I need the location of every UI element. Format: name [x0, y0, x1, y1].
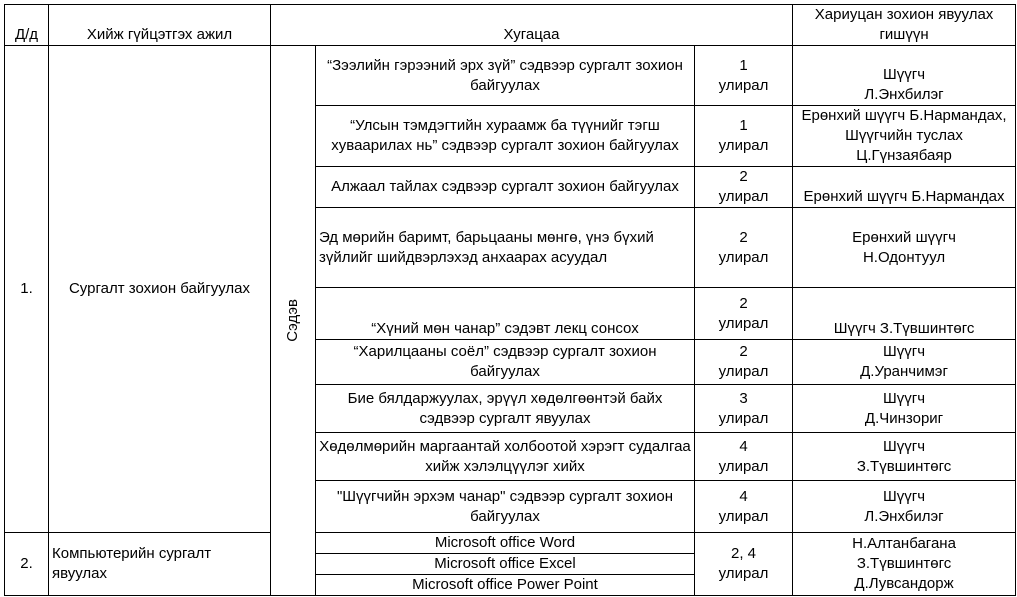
responsible-cell: Шүүгч З.Түвшинтөгс	[793, 433, 1016, 481]
topic-label-cell	[271, 46, 316, 596]
header-period: Хугацаа	[271, 5, 793, 46]
responsible-cell: Шүүгч Л.Энхбилэг	[793, 46, 1016, 106]
topic-label: Сэдэв	[284, 299, 301, 342]
topic-cell: Microsoft office Word	[316, 533, 695, 554]
term-cell: 2 улирал	[695, 167, 793, 208]
responsible-cell: Шүүгч З.Түвшинтөгс	[793, 288, 1016, 340]
table-row	[5, 533, 1016, 554]
term-cell: 1 улирал	[695, 46, 793, 106]
responsible-cell: Ерөнхий шүүгч Н.Одонтуул	[793, 208, 1016, 288]
row-number: 2.	[5, 533, 49, 596]
table-row	[5, 46, 1016, 106]
responsible-cell: Ерөнхий шүүгч Б.Нармандах, Шүүгчийн туслах Ц.Гүнзаябаяр	[793, 106, 1016, 167]
term-cell: 4 улирал	[695, 433, 793, 481]
topic-cell: Microsoft office Excel	[316, 554, 695, 575]
term-cell: 2 улирал	[695, 208, 793, 288]
header-task: Хийж гүйцэтгэх ажил	[49, 5, 271, 46]
topic-cell: “Харилцааны соёл” сэдвээр сургалт зохион байгуулах	[316, 340, 695, 385]
responsible-cell: Шүүгч Л.Энхбилэг	[793, 481, 1016, 533]
topic-cell: Бие бялдаржуулах, эрүүл хөдөлгөөнтэй байх сэдвээр сургалт явуулах	[316, 385, 695, 433]
topic-cell: "Шүүгчийн эрхэм чанар" сэдвээр сургалт зохион байгуулах	[316, 481, 695, 533]
topic-cell: Алжаал тайлах сэдвээр сургалт зохион байгуулах	[316, 167, 695, 208]
term-cell: 2 улирал	[695, 340, 793, 385]
term-cell: 2 улирал	[695, 288, 793, 340]
header-row	[5, 5, 1016, 46]
term-cell: 2, 4 улирал	[695, 533, 793, 596]
topic-cell: “Хүний мөн чанар” сэдэвт лекц сонсох	[316, 288, 695, 340]
task-name: Сургалт зохион байгуулах	[49, 46, 271, 533]
header-responsible: Хариуцан зохион явуулах гишүүн	[793, 5, 1016, 46]
work-plan-table	[4, 4, 1016, 596]
term-cell: 3 улирал	[695, 385, 793, 433]
row-number: 1.	[5, 46, 49, 533]
term-cell: 4 улирал	[695, 481, 793, 533]
header-num: Д/д	[5, 5, 49, 46]
topic-cell: “Зээлийн гэрээний эрх зүй” сэдвээр сургалт зохион байгуулах	[316, 46, 695, 106]
term-cell: 1 улирал	[695, 106, 793, 167]
responsible-cell: Шүүгч Д.Чинзориг	[793, 385, 1016, 433]
responsible-cell: Ерөнхий шүүгч Б.Нармандах	[793, 167, 1016, 208]
responsible-cell: Шүүгч Д.Уранчимэг	[793, 340, 1016, 385]
responsible-cell: Н.Алтанбагана З.Түвшинтөгс Д.Лувсандорж	[793, 533, 1016, 596]
topic-cell: “Улсын тэмдэгтийн хураамж ба түүнийг тэгш хуваарилах нь” сэдвээр сургалт зохион байгуулах	[316, 106, 695, 167]
topic-cell: Эд мөрийн баримт, барьцааны мөнгө, үнэ бүхий зүйлийг шийдвэрлэхэд анхаарах асуудал	[316, 208, 695, 288]
task-name: Компьютерийн сургалт явуулах	[49, 533, 271, 596]
topic-cell: Microsoft office Power Point	[316, 575, 695, 596]
topic-cell: Хөдөлмөрийн маргаантай холбоотой хэрэгт судалгаа хийж хэлэлцүүлэг хийх	[316, 433, 695, 481]
